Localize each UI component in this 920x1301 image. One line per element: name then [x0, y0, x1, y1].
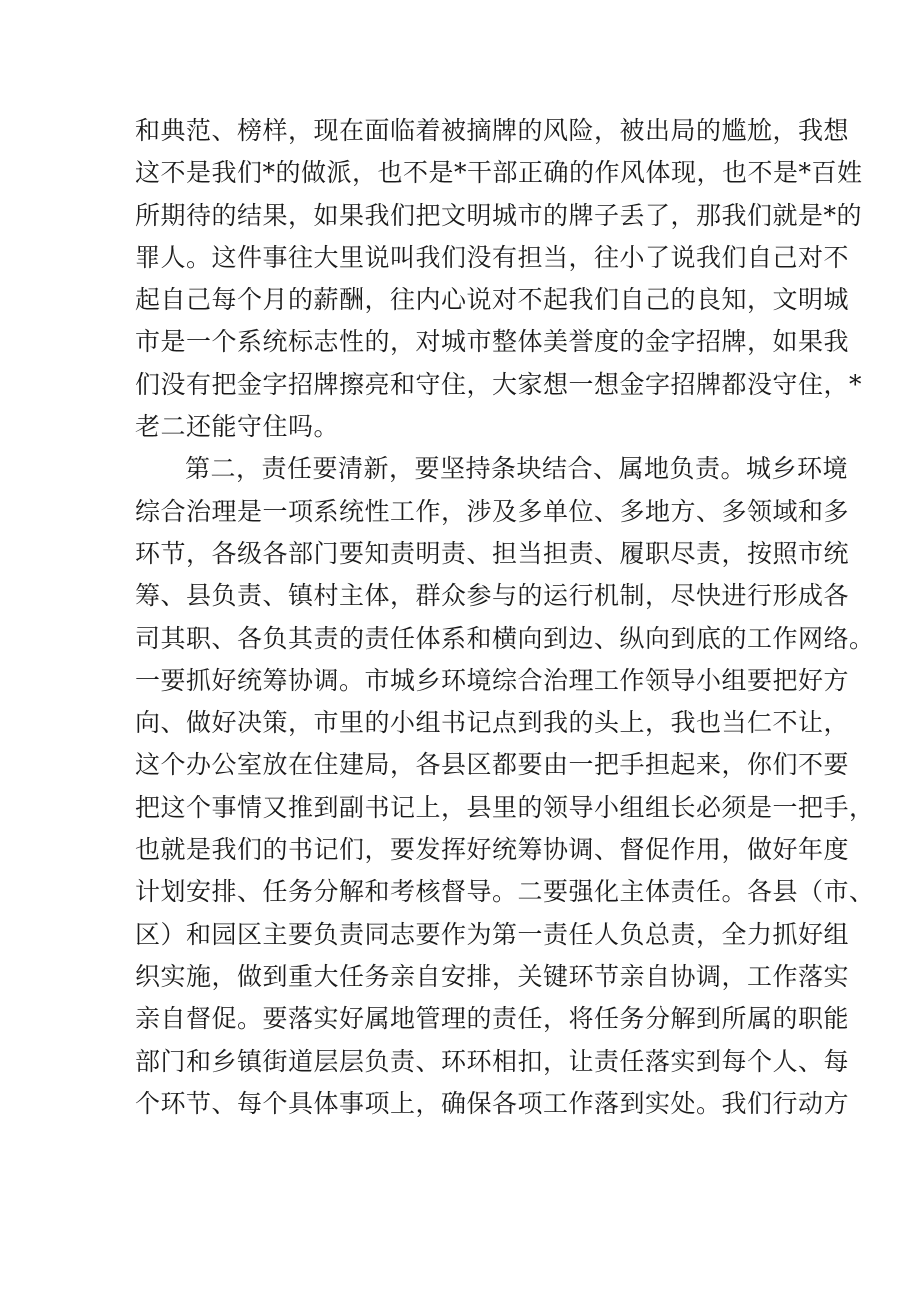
text-line: 计划安排、任务分解和考核督导。二要强化主体责任。各县（市、: [135, 877, 875, 907]
text-line: 向、做好决策，市里的小组书记点到我的头上，我也当仁不让，: [135, 708, 850, 738]
text-line: 罪人。这件事往大里说叫我们没有担当，往小了说我们自己对不: [135, 242, 850, 272]
text-line: 环节，各级各部门要知责明责、担当担责、履职尽责，按照市统: [135, 538, 850, 568]
text-line: 这不是我们*的做派，也不是*干部正确的作风体现，也不是*百姓: [135, 158, 863, 188]
text-line: 一要抓好统筹协调。市城乡环境综合治理工作领导小组要把好方: [135, 665, 850, 695]
text-line: 这个办公室放在住建局，各县区都要由一把手担起来，你们不要: [135, 750, 850, 780]
text-line: 们没有把金字招牌擦亮和守住，大家想一想金字招牌都没守住，*: [135, 369, 863, 399]
text-line: 和典范、榜样，现在面临着被摘牌的风险，被出局的尴尬，我想: [135, 116, 850, 145]
text-line: 起自己每个月的薪酬，往内心说对不起我们自己的良知，文明城: [135, 285, 850, 315]
text-line: 织实施，做到重大任务亲自安排，关键环节亲自协调，工作落实: [135, 961, 850, 991]
text-line: 也就是我们的书记们，要发挥好统筹协调、督促作用，做好年度: [135, 835, 850, 865]
body-text: [135, 110, 875, 1125]
text-line: 市是一个系统标志性的，对城市整体美誉度的金字招牌，如果我: [135, 327, 850, 357]
text-line: 综合治理是一项系统性工作，涉及多单位、多地方、多领域和多: [135, 496, 850, 526]
text-line: 司其职、各负其责的责任体系和横向到边、纵向到底的工作网络。: [135, 623, 875, 653]
text-line: 筹、县负责、镇村主体，群众参与的运行机制，尽快进行形成各: [135, 581, 850, 611]
text-line: 所期待的结果，如果我们把文明城市的牌子丢了，那我们就是*的: [135, 200, 863, 230]
text-line: 个环节、每个具体事项上，确保各项工作落到实处。我们行动方: [135, 1088, 850, 1118]
text-line: 亲自督促。要落实好属地管理的责任，将任务分解到所属的职能: [135, 1004, 850, 1034]
text-line: 老二还能守住吗。: [135, 412, 340, 442]
text-line: 区）和园区主要负责同志要作为第一责任人负总责，全力抓好组: [135, 919, 850, 949]
text-line: 把这个事情又推到副书记上，县里的领导小组组长必须是一把手，: [135, 792, 875, 822]
text-line: 部门和乡镇街道层层负责、环环相扣，让责任落实到每个人、每: [135, 1046, 850, 1076]
paragraph-start-line: 第二，责任要清新，要坚持条块结合、属地负责。城乡环境: [185, 454, 849, 484]
